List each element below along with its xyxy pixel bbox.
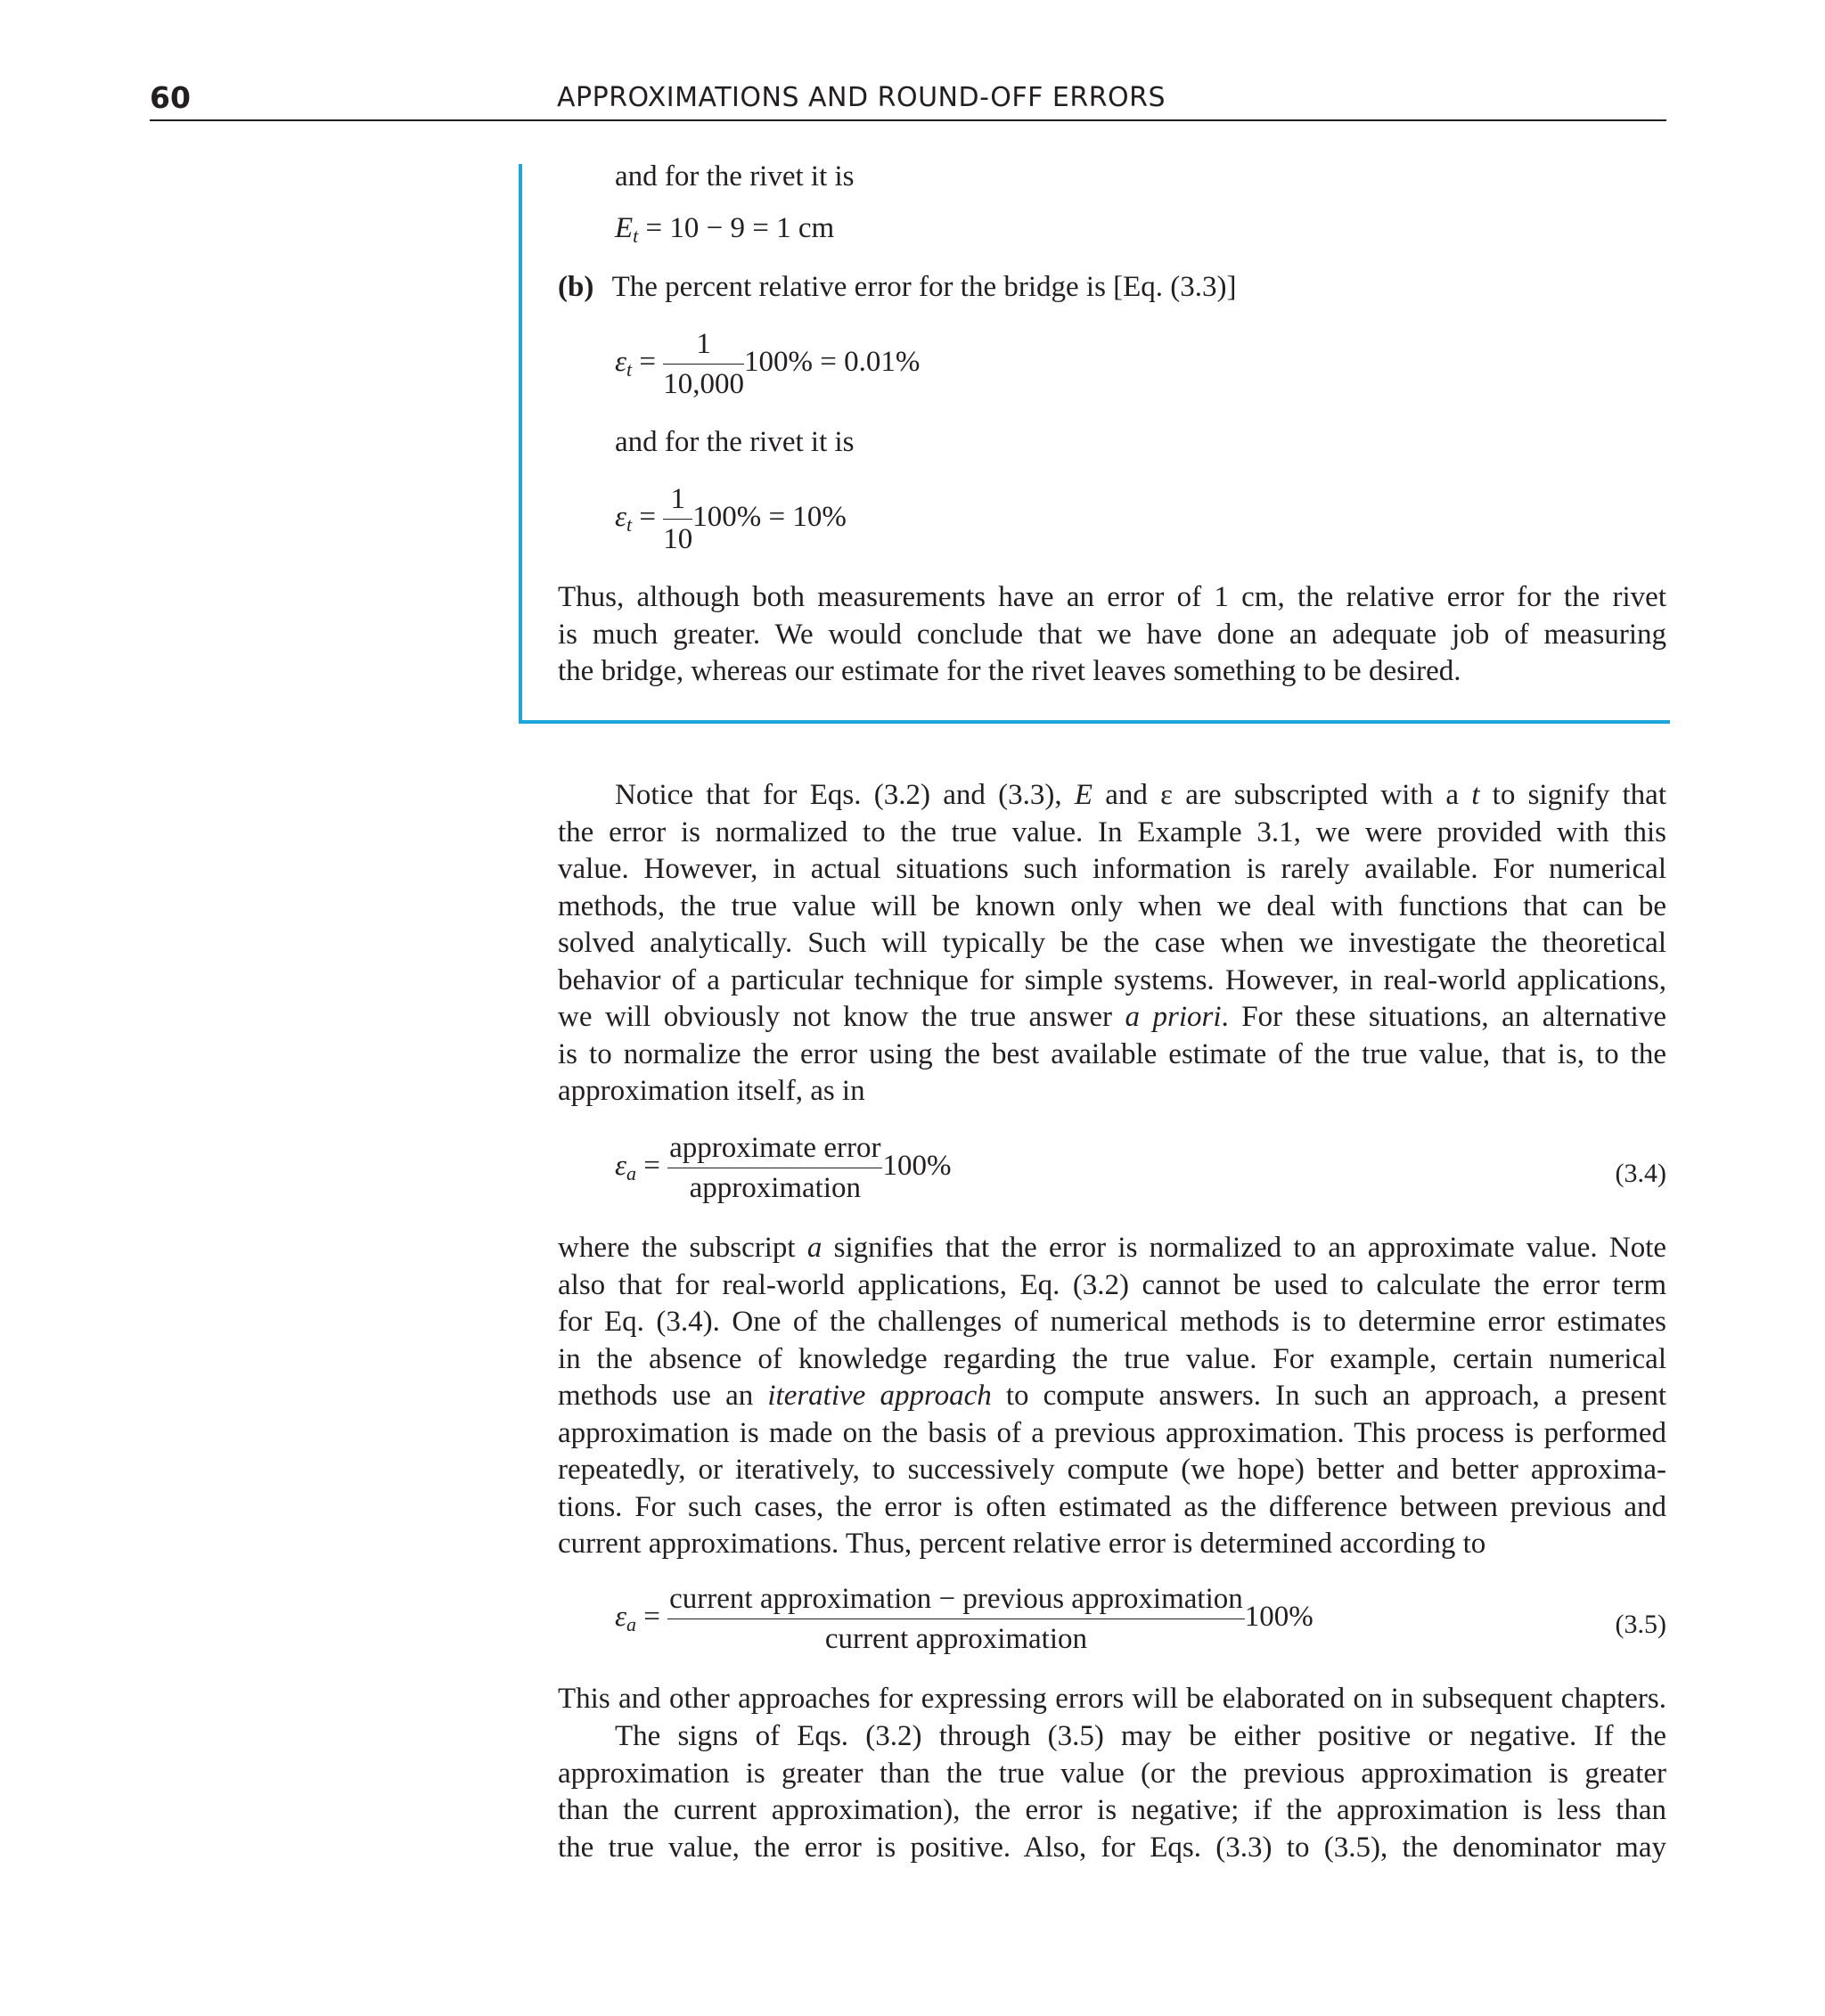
eq-rhs: = 10 − 9 = 1 cm [638, 212, 835, 244]
paragraph-elaborated [558, 1681, 1666, 1718]
eq-symbol: ε [615, 1150, 627, 1183]
text-line: in the absence of knowledge regarding the true value. For example, certain numerical [558, 1342, 1666, 1375]
paragraph-signs [558, 1718, 1666, 1866]
numerator: 1 [663, 481, 692, 520]
text-line: also that for real-world applications, Eq. (3.2) cannot be used to calculate the error term [558, 1268, 1666, 1301]
text-line: approximation is made on the basis of a previous approximation. This process is performed [558, 1416, 1666, 1449]
text-line: Thus, although both measurements have an error of 1 cm, the relative error for the rivet [558, 581, 1666, 613]
text-line: solved analytically. Such will typically be the case when we investigate the theoretical [558, 927, 1666, 959]
part-b [558, 269, 1237, 307]
text-line: tions. For such cases, the error is often estimated as the difference between previous and [558, 1490, 1666, 1523]
eq-symbol: ε [615, 346, 627, 379]
page-number: 60 [150, 80, 191, 115]
text-line: is to normalize the error using the best available estimate of the true value, that is, to the [558, 1037, 1666, 1070]
text-line: for Eq. (3.4). One of the challenges of numerical methods is to determine error estimates [558, 1306, 1666, 1338]
text-line: repeatedly, or iteratively, to successively compute (we hope) better and better approxima- [558, 1454, 1666, 1486]
eq-equals: = [636, 1150, 668, 1183]
numerator: approximate error [667, 1130, 882, 1168]
text-line: value. However, in actual situations such information is rarely available. For numerical [558, 853, 1666, 885]
numerator: current approximation − previous approximation [667, 1581, 1245, 1619]
text-line: methods, the true value will be known only when we deal with functions that can be [558, 889, 1666, 922]
eq-equals: = [636, 1601, 668, 1634]
equation-number-3-4: (3.4) [1615, 1159, 1666, 1188]
equation-3-4 [615, 1130, 951, 1206]
eq-equals: = [632, 346, 664, 379]
text-line: is much greater. We would conclude that we have done an adequate job of measuring [558, 618, 1666, 651]
equation-number-3-5: (3.5) [1615, 1610, 1666, 1639]
paragraph-normalization [558, 777, 1666, 1110]
eq-symbol: E [615, 212, 634, 244]
part-b-label: (b) [558, 271, 594, 303]
eq-symbol: ε [615, 1601, 627, 1634]
equation-Et-rivet [615, 212, 834, 245]
paragraph-approximate-error [558, 1230, 1666, 1563]
eq-rest: 100% [882, 1150, 952, 1183]
text-line: than the current approximation), the error is negative; if the approximation is less than [558, 1794, 1666, 1826]
fraction [667, 1130, 882, 1206]
example-line-rivet-2: and for the rivet it is [615, 426, 855, 458]
text-line: where the subscript a signifies that the error is normalized to an approximate value. Note [558, 1232, 1667, 1264]
numerator: 1 [663, 326, 744, 365]
part-b-text: The percent relative error for the bridge is [Eq. (3.3)] [611, 271, 1237, 303]
example-line-rivet-1: and for the rivet it is [615, 160, 855, 193]
eq-equals: = [632, 501, 664, 534]
equation-rivet-error [615, 481, 847, 557]
eq-rest: 100% = 10% [692, 501, 847, 534]
denominator: current approximation [824, 1623, 1088, 1655]
denominator: 10 [663, 523, 693, 555]
text-line: the error is normalized to the true value. In Example 3.1, we were provided with this [558, 815, 1666, 848]
text-line: the true value, the error is positive. Also, for Eqs. (3.3) to (3.5), the denominator may [558, 1831, 1666, 1864]
text-line: methods use an iterative approach to compute answers. In such an approach, a present [558, 1380, 1666, 1412]
text-line: Notice that for Eqs. (3.2) and (3.3), E and ε are subscripted with a t to signify that [615, 779, 1666, 811]
eq-rest: 100% = 0.01% [744, 346, 921, 379]
text-line: we will obviously not know the true answer a priori. For these situations, an alternative [558, 1001, 1666, 1033]
text-line: behavior of a particular technique for simple systems. However, in real-world applications, [558, 963, 1666, 996]
text-line: the bridge, whereas our estimate for the rivet leaves something to be desired. [558, 655, 1461, 687]
fraction [663, 326, 744, 402]
equation-3-5 [615, 1581, 1314, 1657]
text-line: approximation itself, as in [558, 1075, 865, 1107]
equation-bridge-error [615, 326, 920, 402]
denominator: 10,000 [663, 368, 745, 400]
chapter-title: APPROXIMATIONS AND ROUND-OFF ERRORS [557, 82, 1166, 113]
eq-subscript: a [626, 1162, 637, 1185]
text-line: approximation is greater than the true value (or the previous approximation is greater [558, 1757, 1666, 1790]
eq-rest: 100% [1244, 1601, 1314, 1634]
text-line: This and other approaches for expressing errors will be elaborated on in subsequent chapters. [558, 1683, 1666, 1715]
example-conclusion [558, 579, 1666, 691]
eq-subscript: a [626, 1613, 637, 1636]
eq-subscript: t [633, 225, 639, 247]
denominator: approximation [689, 1172, 862, 1204]
eq-symbol: ε [615, 501, 627, 534]
eq-subscript: t [626, 513, 633, 537]
text-line: current approximations. Thus, percent relative error is determined according to [558, 1528, 1486, 1560]
fraction [667, 1581, 1245, 1657]
running-header [150, 77, 1666, 121]
fraction [663, 481, 692, 557]
text-line: The signs of Eqs. (3.2) through (3.5) may be either positive or negative. If the [615, 1720, 1666, 1752]
eq-subscript: t [626, 358, 633, 381]
